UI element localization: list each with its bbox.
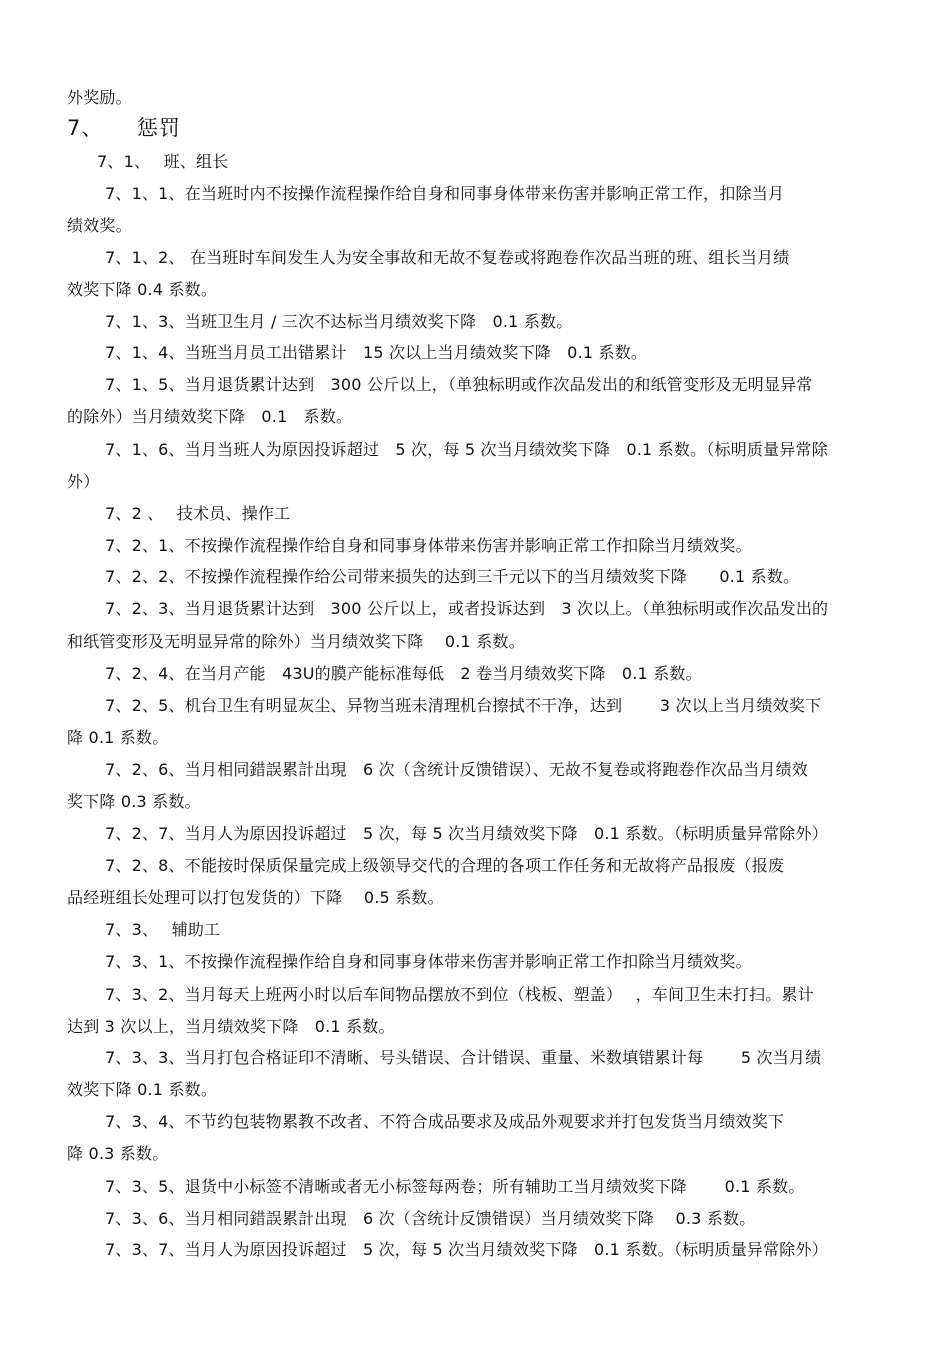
clause-line: 7、3、5、退货中小标签不清晰或者无小标签每两卷；所有辅助工当月绩效奖下降 0.1 系数。 (105, 1177, 805, 1196)
clause-line: 7、3、6、当月相同錯誤累計出現 6 次（含统计反馈错误）当月绩效奖下降 0.3 系数。 (105, 1209, 756, 1228)
subsection-title: 7、2 、 技术员、操作工 (105, 504, 291, 523)
clause-line: 7、1、5、当月退货累计达到 300 公斤以上，（单独标明或作次品发出的和纸管变形及无明显异常 (105, 375, 813, 394)
clause-line: 7、2、8、不能按时保质保量完成上级领导交代的合理的各项工作任务和无故将产品报废（报废 (105, 856, 785, 875)
clause-line: 7、2、2、不按操作流程操作给公司带来损失的达到三千元以下的当月绩效奖下降 0.1 系数。 (105, 567, 800, 586)
clause-line: 7、3、7、当月人为原因投诉超过 5 次，每 5 次当月绩效奖下降 0.1 系数。（标明质量异常除外） (105, 1240, 828, 1259)
clause-line: 7、1、6、当月当班人为原因投诉超过 5 次，每 5 次当月绩效奖下降 0.1 系数。（标明质量异常除 (105, 440, 828, 459)
clause-line: 7、3、1、不按操作流程操作给自身和同事身体带来伤害并影响正常工作扣除当月绩效奖。 (105, 952, 752, 971)
clause-line: 7、2、4、在当月产能 43U的膜产能标准每低 2 卷当月绩效奖下降 0.1 系数。 (105, 664, 702, 683)
clause-line: 奖下降 0.3 系数。 (67, 792, 201, 811)
clause-line: 7、1、4、当班当月员工出错累计 15 次以上当月绩效奖下降 0.1 系数。 (105, 343, 648, 362)
clause-line: 7、2、5、机台卫生有明显灰尘、异物当班未清理机台擦拭不干净，达到 3 次以上当月绩效奖下 (105, 696, 822, 715)
clause-line: 和纸管变形及无明显异常的除外）当月绩效奖下降 0.1 系数。 (67, 632, 525, 651)
clause-line: 达到 3 次以上，当月绩效奖下降 0.1 系数。 (67, 1017, 395, 1036)
clause-line: 外） (67, 472, 100, 491)
clause-line: 7、1、2、 在当班时车间发生人为安全事故和无故不复卷或将跑卷作次品当班的班、组长当月绩 (105, 248, 790, 267)
clause-line: 7、3、4、不节约包装物累教不改者、不符合成品要求及成品外观要求并打包发货当月绩效奖下 (105, 1112, 785, 1131)
clause-line: 效奖下降 0.4 系数。 (67, 280, 218, 299)
clause-line: 7、2、7、当月人为原因投诉超过 5 次，每 5 次当月绩效奖下降 0.1 系数。（标明质量异常除外） (105, 824, 828, 843)
clause-line: 效奖下降 0.1 系数。 (67, 1080, 218, 1099)
intro-tail: 外奖励。 (67, 88, 132, 107)
clause-line: 7、3、3、当月打包合格证印不清晰、号头错误、合计错误、重量、米数填错累计每 5 次当月绩 (105, 1048, 822, 1067)
clause-line: 7、3、2、当月每天上班两小时以后车间物品摆放不到位（栈板、塑盖） ，车间卫生未打扫。累计 (105, 985, 814, 1004)
clause-line: 7、1、3、当班卫生月 / 三次不达标当月绩效奖下降 0.1 系数。 (105, 312, 573, 331)
subsection-title: 7、1、 班、组长 (97, 152, 229, 171)
clause-line: 降 0.3 系数。 (67, 1144, 169, 1163)
clause-line: 7、2、3、当月退货累计达到 300 公斤以上，或者投诉达到 3 次以上。（单独标明或作次品发出的 (105, 599, 829, 618)
clause-line: 7、2、1、不按操作流程操作给自身和同事身体带来伤害并影响正常工作扣除当月绩效奖。 (105, 536, 752, 555)
clause-line: 的除外）当月绩效奖下降 0.1 系数。 (67, 407, 353, 426)
clause-line: 品经班组长处理可以打包发货的）下降 0.5 系数。 (67, 888, 444, 907)
section-title: 7、 惩罚 (67, 116, 181, 140)
clause-line: 7、2、6、当月相同錯誤累計出現 6 次（含统计反馈错误）、无故不复卷或将跑卷作次品当月绩效 (105, 760, 809, 779)
subsection-title: 7、3、 辅助工 (105, 920, 221, 939)
clause-line: 绩效奖。 (67, 216, 132, 235)
clause-line: 降 0.1 系数。 (67, 728, 169, 747)
clause-line: 7、1、1、在当班时内不按操作流程操作给自身和同事身体带来伤害并影响正常工作，扣除当月 (105, 184, 785, 203)
